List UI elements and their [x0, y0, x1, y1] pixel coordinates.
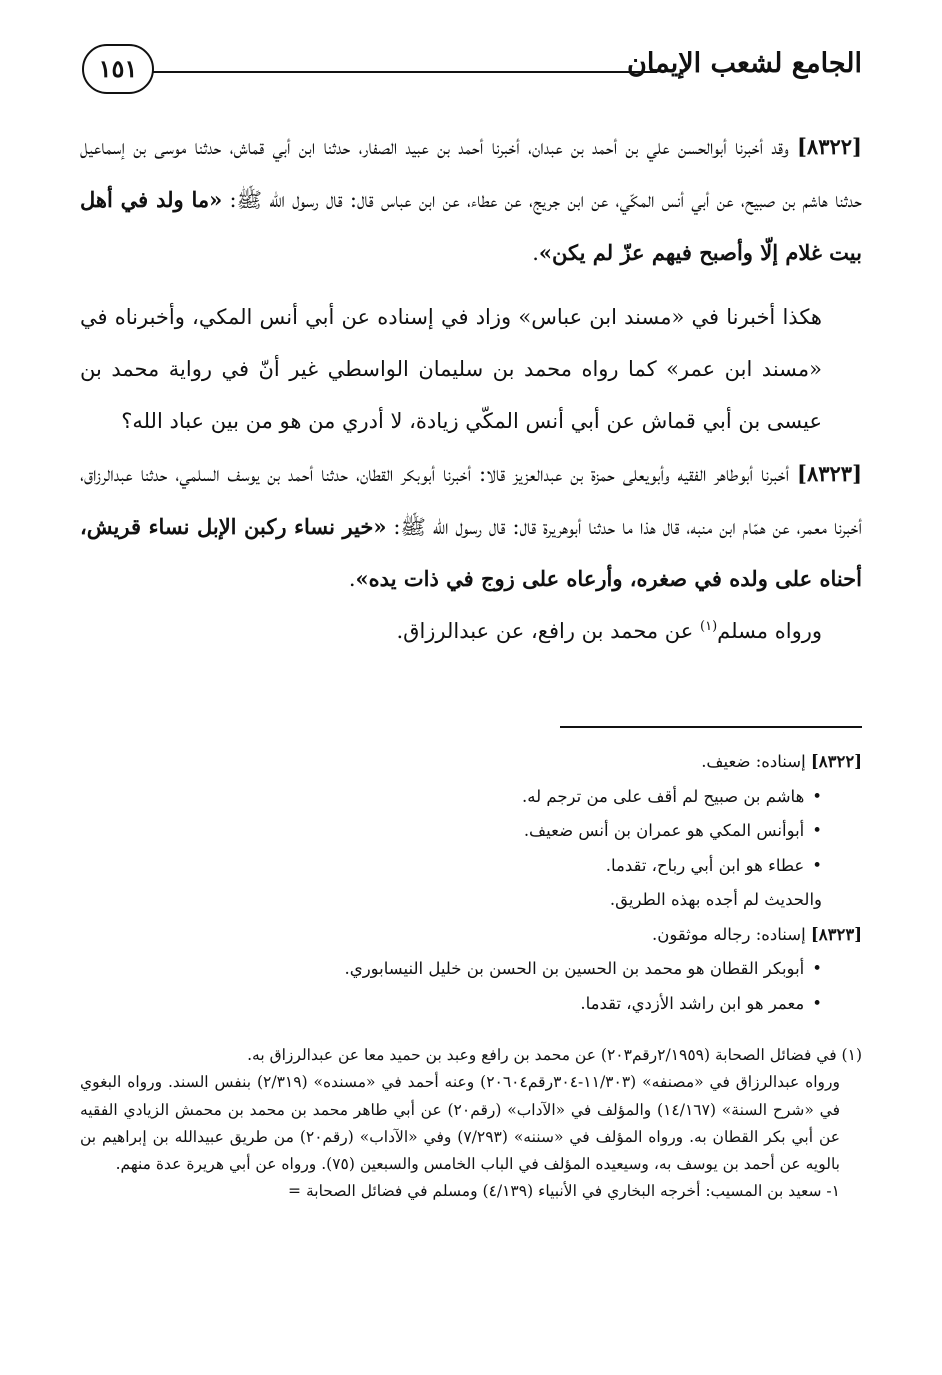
text: عن محمد بن رافع، عن عبدالرزاق.	[396, 619, 700, 644]
footnote-1: (١) في فضائل الصحابة (٢/١٩٥٩رقم٢٠٣) عن محمد بن رافع وعبد بن حميد معا عن عبدالرزاق به.	[247, 1046, 862, 1064]
note-bullet: • معمر هو ابن راشد الأزدي، تقدما.	[80, 987, 862, 1022]
commentary-paragraph: هكذا أخبرنا في «مسند ابن عباس» وزاد في إسناده عن أبي أنس المكي، وأخبرناه في «مسند ابن عمر» كما رواه محمد بن سليمان الواسطي غير أنّ في رواية محمد بن عيسى بن أبي قماش عن أبي أنس المكّي زيادة، لا أدري من هو من بين عباد الله؟	[80, 305, 822, 433]
note-number: [٨٣٢٢]	[810, 752, 862, 771]
book-title: الجامع لشعب الإيمان	[627, 48, 862, 79]
note-8322-heading	[80, 745, 862, 780]
hadith-matn: «خير نساء ركبن الإبل نساء قريش، أحناه على ولده في صغره، وأرعاه على زوج في ذات يده»	[80, 513, 862, 592]
note-bullet: • أبوأنس المكي هو عمران بن أنس ضعيف.	[80, 814, 862, 849]
hadith-8323	[80, 448, 862, 606]
hadith-number: [٨٣٢٣]	[797, 460, 863, 486]
running-header	[82, 40, 862, 100]
note-verdict: إسناده: ضعيف.	[701, 752, 811, 771]
note-bullet: • عطاء هو ابن أبي رباح، تقدما.	[80, 849, 862, 884]
note-bullet: • هاشم بن صبيح لم أقف على من ترجم له.	[80, 780, 862, 815]
hadith-8322	[80, 121, 862, 279]
isnad-text: وقد أخبرنا أبوالحسن علي بن أحمد بن عبدان، أخبرنا أحمد بن عبيد الصفار، حدثنا ابن أبي قماش، حدثنا موسى بن إسماعيل حدثنا هاشم بن صبيح، عن أبي أنس المكّي، عن ابن جريج، عن عطاء، عن ابن عباس قال: قال رسول الله ﷺ:	[80, 135, 863, 212]
note-number: [٨٣٢٣]	[810, 924, 862, 944]
isnad-text: أخبرنا أبوطاهر الفقيه وأبويعلى حمزة بن عبدالعزيز قالا: أخبرنا أبوبكر القطان، حدثنا أحمد بن يوسف السلمي، حدثنا عبدالرزاق، أخبرنا معمر، عن همّام ابن منبه، قال هذا ما حدثنا أبوهريرة قال: قال رسول الله ﷺ:	[80, 461, 862, 539]
note-verdict: إسناده: رجاله موثقون.	[651, 924, 811, 944]
muslim-reference-paragraph	[80, 606, 862, 658]
takhrij-notes	[80, 745, 862, 1021]
footnote-separator	[560, 726, 862, 728]
header-rule	[152, 71, 657, 73]
footnote-marker: (١)	[700, 619, 718, 635]
main-text	[80, 121, 862, 658]
footnote-continuation: ١- سعيد بن المسيب: أخرجه البخاري في الأنبياء (٤/١٣٩) ومسلم في فضائل الصحابة =	[288, 1182, 840, 1201]
note-8323-heading	[80, 918, 862, 953]
text: ورواه مسلم	[717, 619, 822, 644]
page-number: ١٥١	[82, 44, 154, 94]
note-closing: والحديث لم أجده بهذه الطريق.	[609, 890, 822, 909]
hadith-matn: «ما ولد في أهل بيت غلام إلّا وأصبح فيهم عزّ لم يكن»	[80, 186, 862, 265]
footnote-continuation: ورواه عبدالرزاق في «مصنفه» (١١/٣٠٣-٣٠٤رقم٢٠٦٠٤) وعنه أحمد في «مسنده» (٢/٣١٩) بنفس السند. ورواه البغوي في «شرح السنة» (١٤/١٦٧) والمؤلف في «الآداب» (رقم٢٠) عن أبي طاهر محمد بن محمد بن محمش الزيادي الفقيه عن أبي بكر القطان به. ورواه المؤلف في «سننه» (٧/٢٩٣) وفي «الآداب» (رقم٢٠) من طريق عبيدالله بن إبراهيم بن بالويه عن أحمد بن يوسف به، وسيعيده المؤلف في الباب الخامس والسبعين (٧٥). ورواه عن أبي هريرة عدة منهم.	[80, 1073, 841, 1174]
footnotes	[80, 1042, 862, 1206]
punctuation: .	[348, 567, 356, 592]
note-bullet: • أبوبكر القطان هو محمد بن الحسين بن الحسن بن خليل النيسابوري.	[80, 952, 862, 987]
punctuation: .	[532, 240, 539, 265]
hadith-number: [٨٣٢٢]	[796, 134, 862, 159]
